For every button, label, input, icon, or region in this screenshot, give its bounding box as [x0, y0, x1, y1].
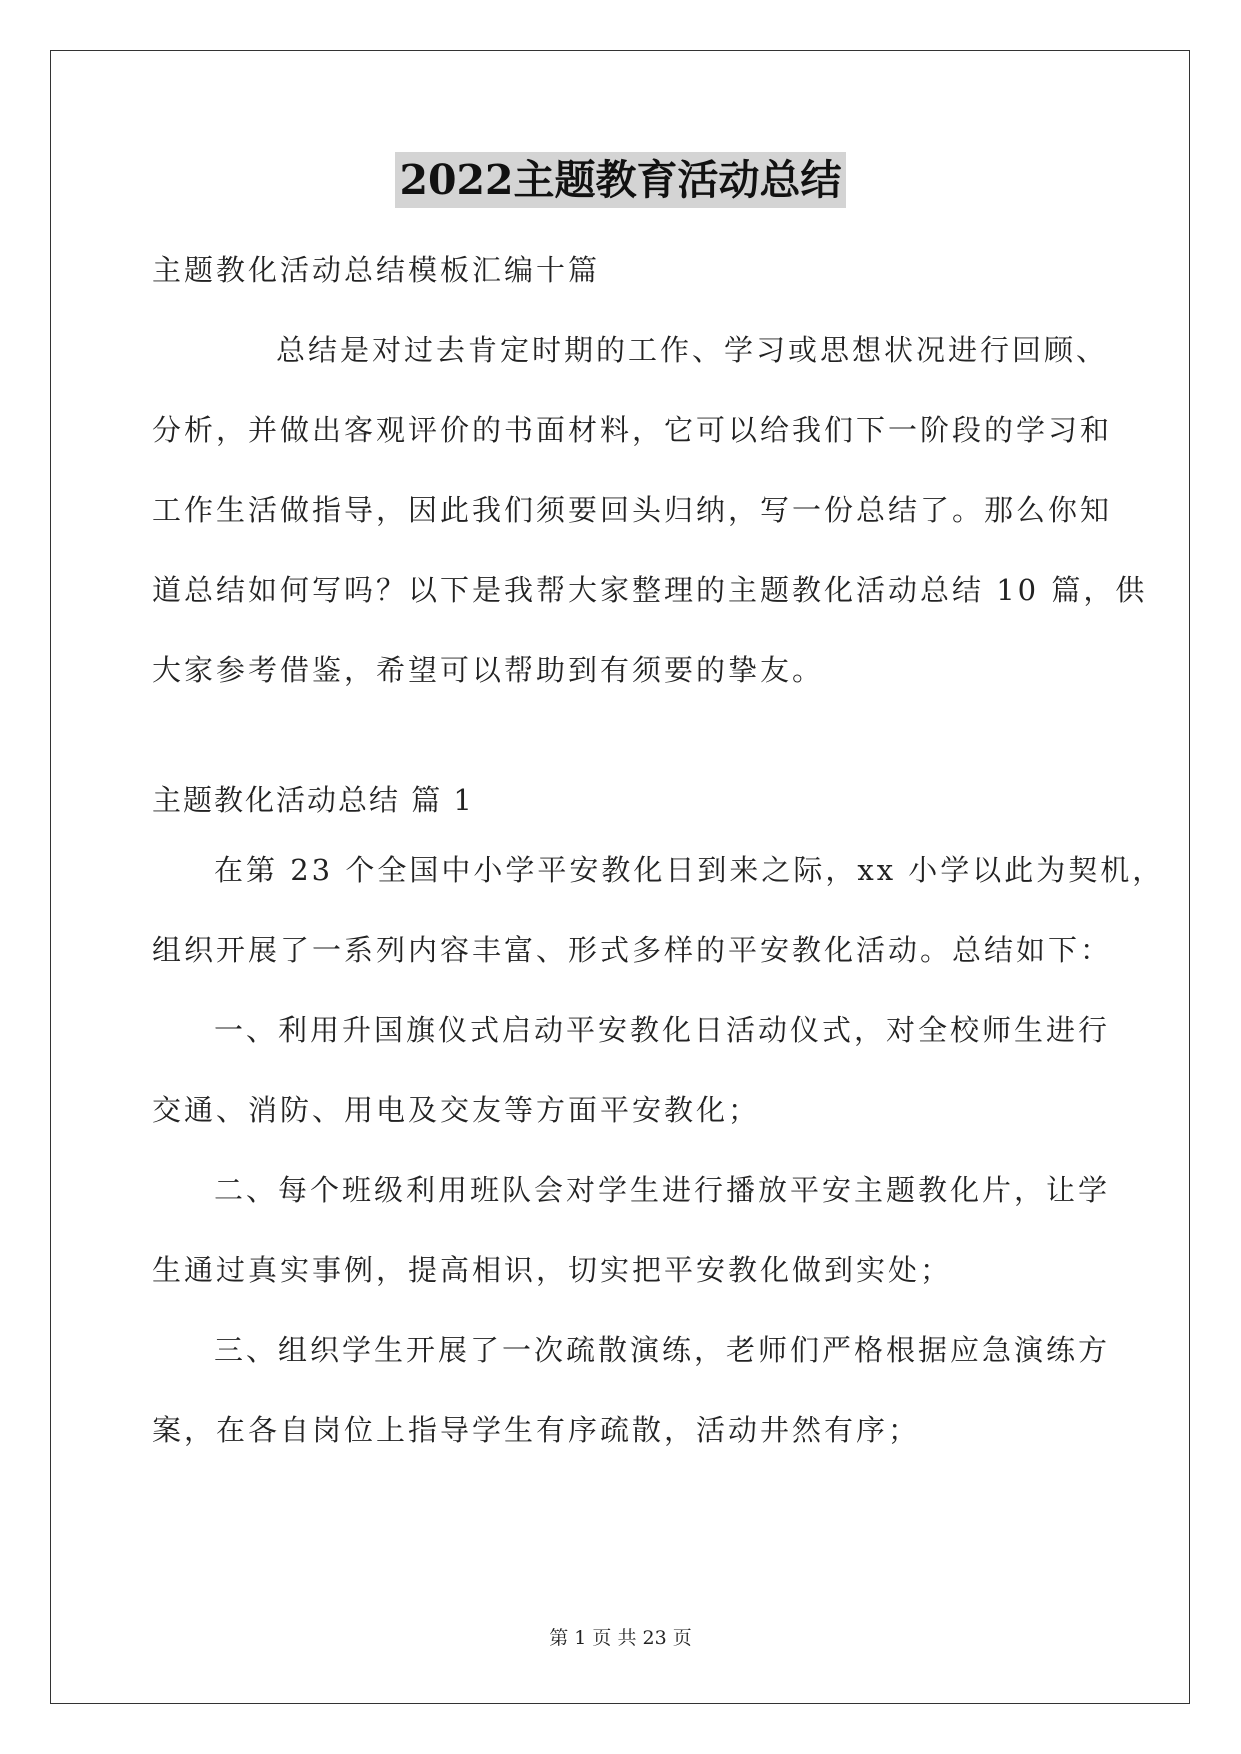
paragraph-line: 一、利用升国旗仪式启动平安教化日活动仪式，对全校师生进行 — [214, 1013, 1111, 1047]
paragraph-line: 二、每个班级利用班队会对学生进行播放平安主题教化片，让学 — [214, 1173, 1111, 1207]
intro-line: 大家参考借鉴，希望可以帮助到有须要的挚友。 — [152, 653, 825, 687]
intro-line: 工作生活做指导，因此我们须要回头归纳，写一份总结了。那么你知 — [152, 493, 1113, 527]
paragraph-line: 在第 23 个全国中小学平安教化日到来之际，xx 小学以此为契机， — [214, 853, 1165, 887]
paragraph-line: 组织开展了一系列内容丰富、形式多样的平安教化活动。总结如下： — [152, 933, 1113, 967]
paragraph-line: 交通、消防、用电及交友等方面平安教化； — [152, 1093, 761, 1127]
paragraph-line: 案，在各自岗位上指导学生有序疏散，活动井然有序； — [152, 1413, 921, 1447]
document-title: 2022主题教育活动总结 — [395, 152, 845, 208]
document-subtitle: 主题教化活动总结模板汇编十篇 — [152, 253, 601, 287]
paragraph-line: 生通过真实事例，提高相识，切实把平安教化做到实处； — [152, 1253, 953, 1287]
intro-line: 总结是对过去肯定时期的工作、学习或思想状况进行回顾、 — [276, 333, 1109, 367]
paragraph-line: 三、组织学生开展了一次疏散演练，老师们严格根据应急演练方 — [214, 1333, 1111, 1367]
intro-line: 分析，并做出客观评价的书面材料，它可以给我们下一阶段的学习和 — [152, 413, 1113, 447]
page-number-label: 第 1 页 共 23 页 — [549, 1627, 692, 1649]
title-container — [0, 152, 1241, 208]
page-footer — [0, 1626, 1241, 1650]
document-body — [152, 230, 1165, 1470]
section-heading: 主题教化活动总结 篇 1 — [152, 783, 474, 817]
section-gap — [152, 710, 1102, 770]
intro-line: 道总结如何写吗？以下是我帮大家整理的主题教化活动总结 10 篇，供 — [152, 573, 1148, 607]
